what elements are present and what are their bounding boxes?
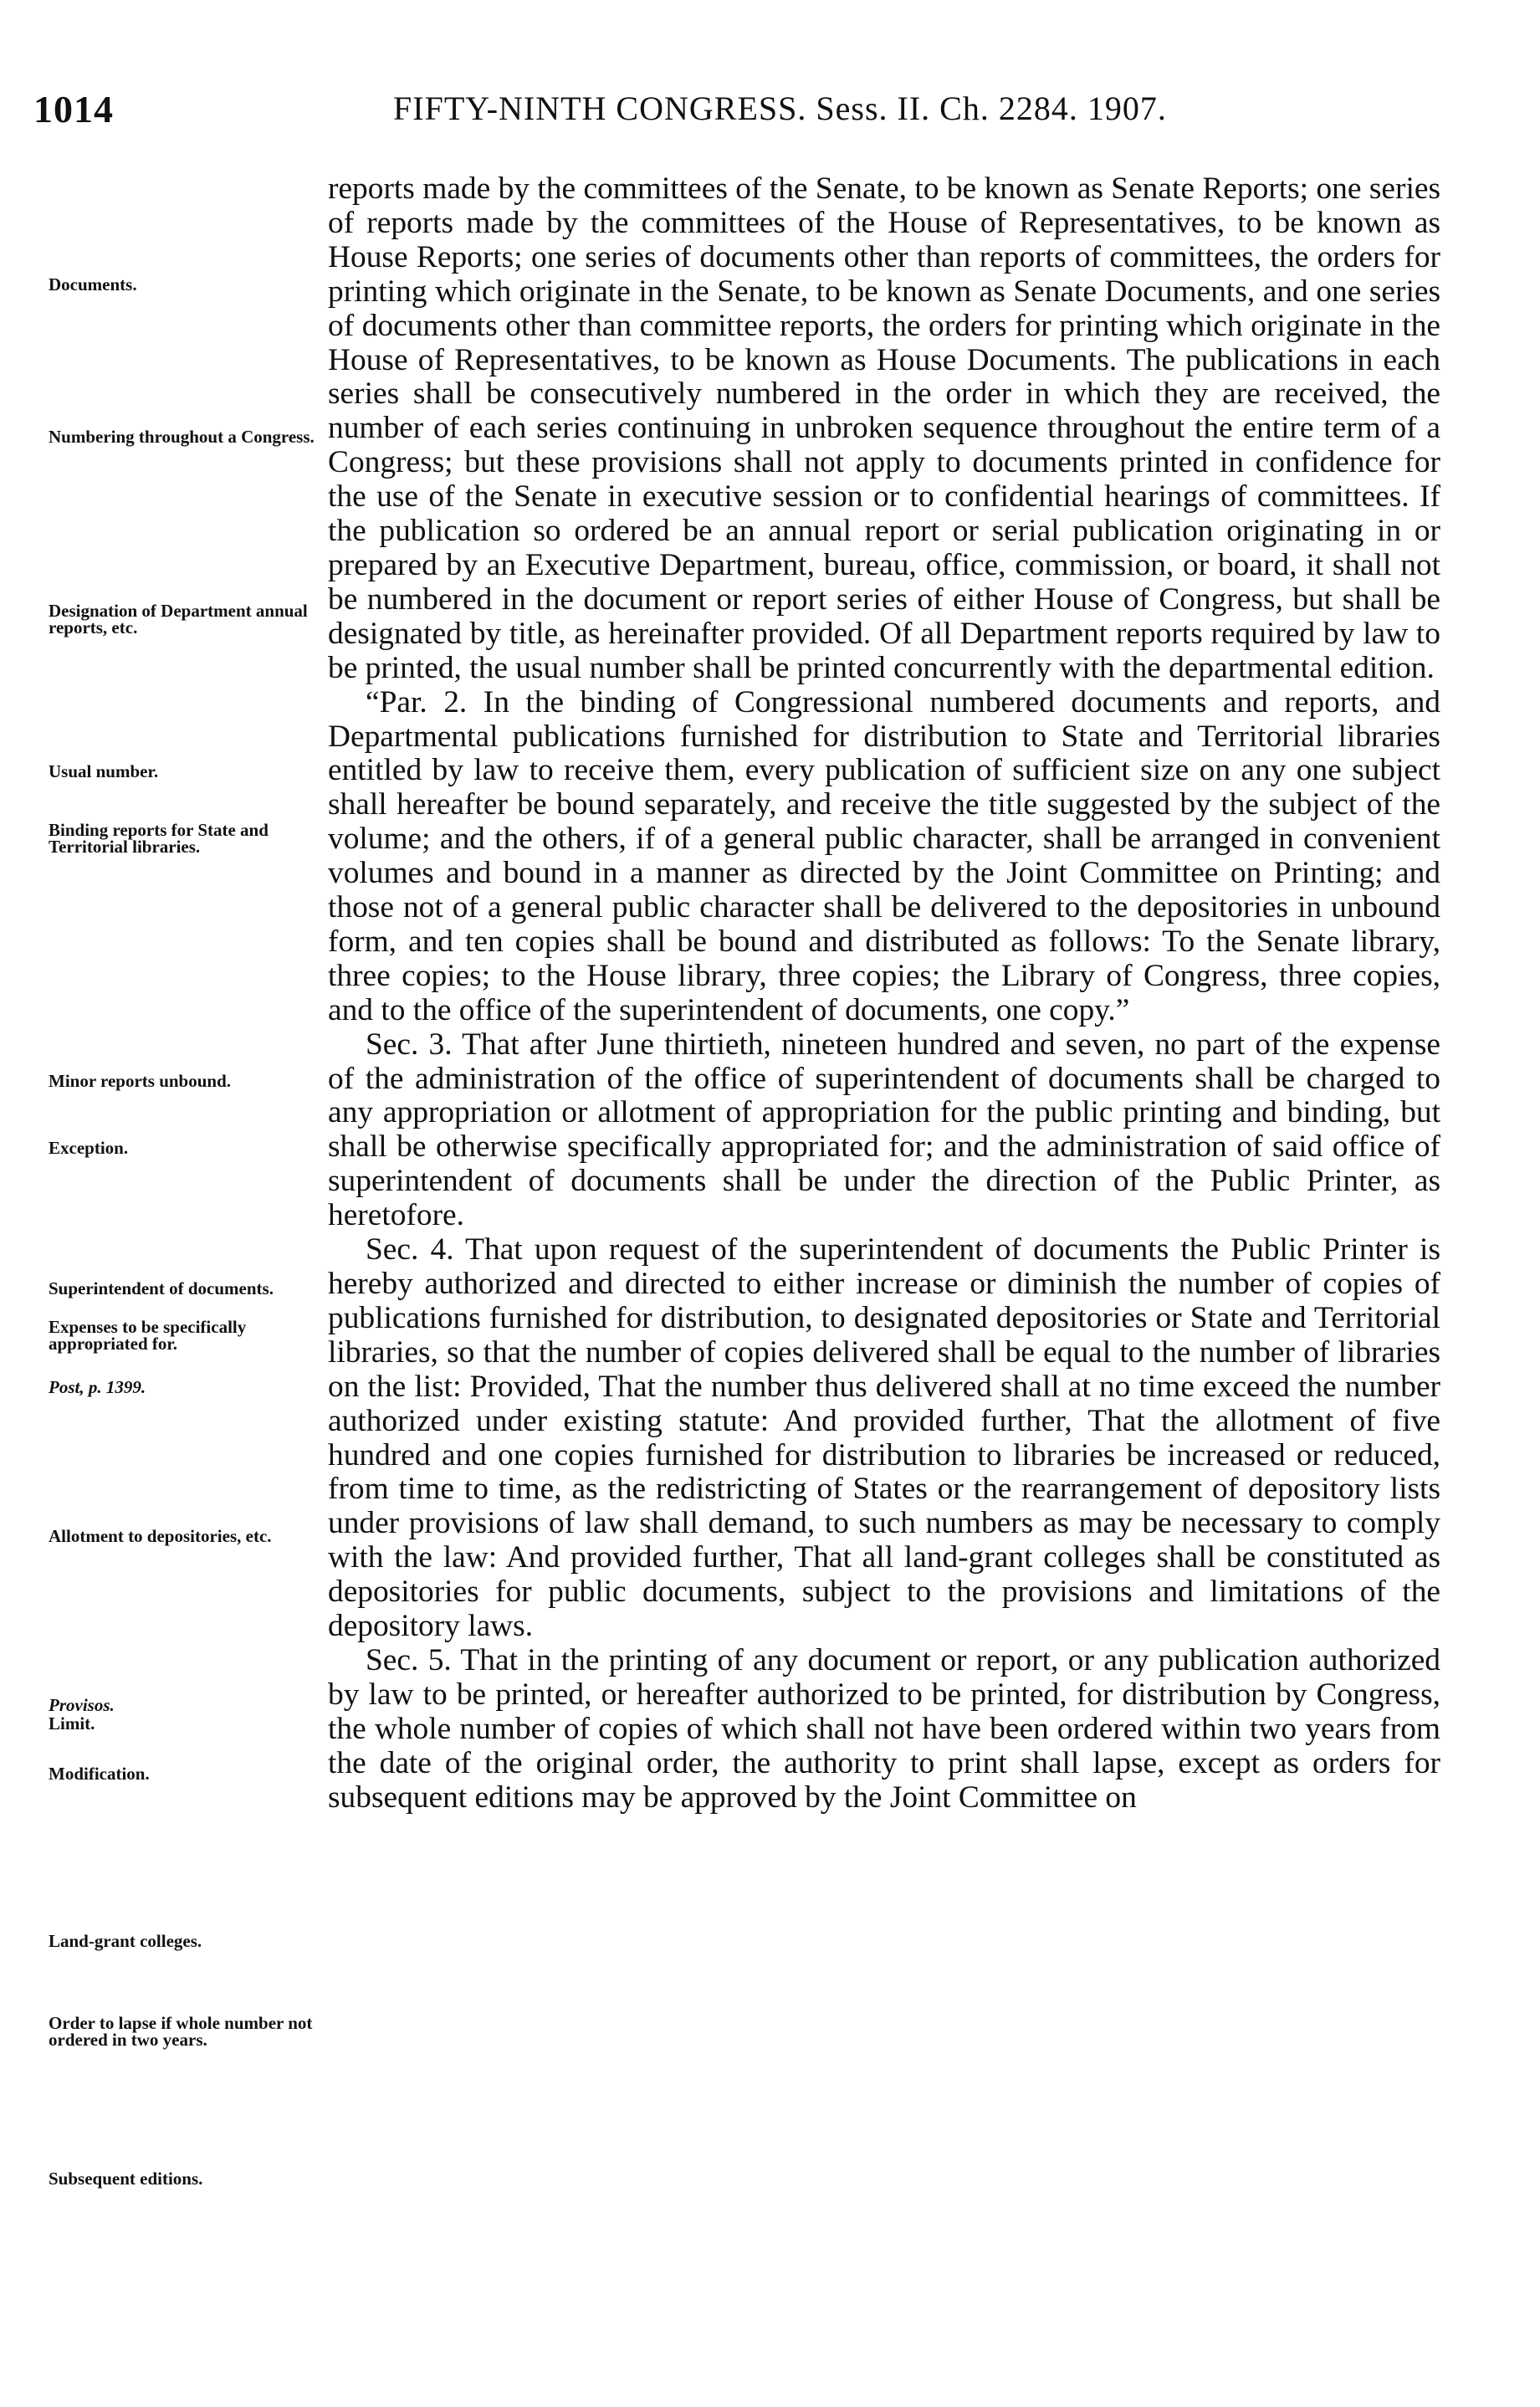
margin-note-minor-reports: Minor reports unbound.	[49, 1071, 232, 1091]
paragraph-sec2-continued: reports made by the committees of the Senate, to be known as Senate Reports; one series of reports made by the committees of the House of Representatives, to be known as House Reports; one series of documents other than reports of committees, the orders for printing which originate in the Senate, to be known as Senate Documents, and one series of documents other than committee reports, the orders for printing which originate in the House of Representatives, to be known as House Documents. The publications in each series shall be consecutively numbered in the order in which they are received, the number of each series continuing in unbroken sequence throughout the entire term of a Congress; but these provisions shall not apply to documents printed in confidence for the use of the Senate in executive session or to confidential hearings of committees. If the publication so ordered be an annual report or serial publication originating in or prepared by an Executive Department, bureau, office, commission, or board, it shall not be numbered in the document or report series of either House of Congress, but shall be designated by title, as hereinafter provided. Of all Department reports required by law to be printed, the usual number shall be printed concurrently with the departmental edition.	[328, 172, 1440, 685]
margin-note-exception: Exception.	[49, 1138, 129, 1158]
paragraph-sec3: Sec. 3. That after June thirtieth, nineteen hundred and seven, no part of the expense of the administration of the office of superintendent of documents shall be charged to any appropriation or allotment of appropriation for the public printing and binding, but shall be otherwise specifically appropriated for; and the administration of said office of superintendent of documents shall be under the direction of the Public Printer, as heretofore.	[328, 1027, 1440, 1233]
paragraph-sec5: Sec. 5. That in the printing of any document or report, or any publication authorized by law to be printed, or hereafter authorized to be printed, for distribution by Congress, the whole number of copies of which shall not have been ordered within two years from the date of the original order, the authority to print shall lapse, except as orders for subsequent editions may be approved by the Joint Committee on	[328, 1642, 1440, 1815]
margin-note-limit: Limit.	[49, 1713, 95, 1734]
paragraph-sec4: Sec. 4. That upon request of the superintendent of documents the Public Printer is hereby authorized and directed to either increase or diminish the number of copies of publications furnished for distribution, to designated depositories or State and Territorial libraries, so that the number of copies delivered shall be equal to the number of libraries on the list: Provided, That the number thus delivered shall at no time exceed the number authorized under existing statute: And provided further, That the allotment of five hundred and one copies furnished for distribution to libraries be increased or reduced, from time to time, as the redistricting of States or the rearrangement of depository lists under provisions of law shall demand, to such numbers as may be necessary to comply with the law: And provided further, That all land-grant colleges shall be constituted as depositories for public documents, subject to the provisions and limitations of the depository laws.	[328, 1232, 1440, 1644]
margin-note-superintendent: Superintendent of documents.	[49, 1278, 274, 1298]
margin-note-subsequent-editions: Subsequent editions.	[49, 2169, 203, 2189]
margin-note-provisos: Provisos.	[49, 1695, 115, 1715]
margin-note-binding: Binding reports for State and Territorial libraries.	[49, 820, 269, 857]
margin-note-expenses: Expenses to be specifically appropriated for.	[49, 1317, 247, 1354]
running-title: FIFTY-NINTH CONGRESS. Sess. II. Ch. 2284. 1907.	[393, 90, 1167, 127]
margin-note-numbering: Numbering throughout a Congress.	[49, 427, 315, 447]
margin-note-modification: Modification.	[49, 1764, 150, 1784]
page-number: 1014	[33, 88, 114, 131]
margin-note-land-grant: Land-grant colleges.	[49, 1931, 202, 1951]
paragraph-par2: “Par. 2. In the binding of Congressional numbered documents and reports, and Departmental publications furnished for distribution to State and Territorial libraries entitled by law to receive them, every publication of sufficient size on any one subject shall hereafter be bound separately, and receive the title suggested by the subject of the volume; and the others, if of a general public character, shall be arranged in convenient volumes and bound in a manner as directed by the Joint Committee on Printing; and those not of a general public character shall be delivered to the depositories in unbound form, and ten copies shall be bound and distributed as follows: To the Senate library, three copies; to the House library, three copies; the Library of Congress, three copies, and to the office of the superintendent of documents, one copy.”	[328, 684, 1440, 1027]
running-header	[33, 87, 1372, 137]
margin-note-allotment: Allotment to depositories, etc.	[49, 1526, 272, 1546]
margin-note-documents: Documents.	[49, 274, 137, 294]
margin-note-designation: Designation of Department annual reports, etc.	[49, 601, 308, 638]
margin-note-order-to-lapse: Order to lapse if whole number not ordered in two years.	[49, 2013, 313, 2050]
margin-note-post: Post, p. 1399.	[49, 1377, 146, 1397]
margin-note-usual-number: Usual number.	[49, 761, 159, 781]
statute-text	[328, 172, 1440, 1815]
